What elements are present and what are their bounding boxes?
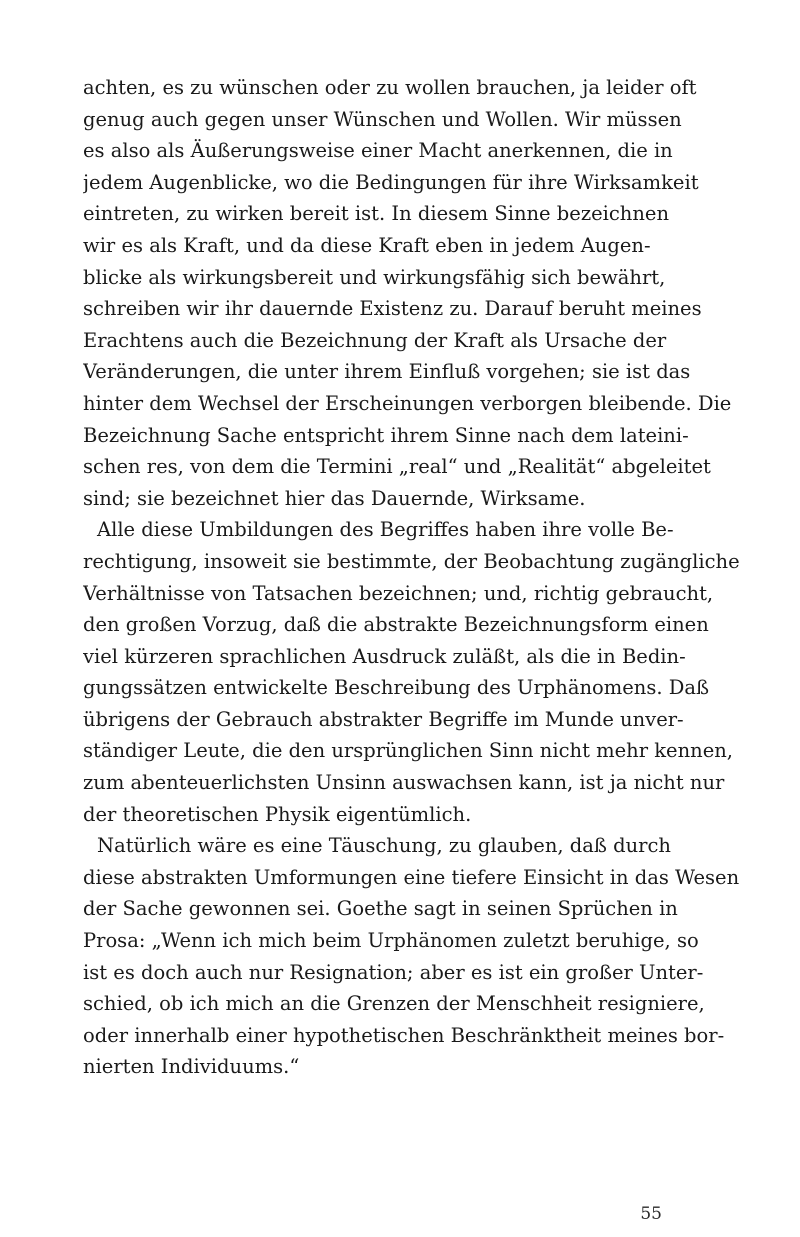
text-line: jedem Augenblicke, wo die Bedingungen für ihre Wirksamkeit [83, 170, 699, 194]
text-line: rechtigung, insoweit sie bestimmte, der Beobachtung zugängliche [83, 549, 740, 573]
text-line: wir es als Kraft, und da diese Kraft eben in jedem Augen- [83, 233, 651, 257]
text-line: es also als Äußerungsweise einer Macht anerkennen, die in [83, 139, 673, 163]
text-line: schen res, von dem die Termini „real“ und „Realität“ abgeleitet [83, 455, 711, 479]
text-line: schied, ob ich mich an die Grenzen der Menschheit resigniere, [83, 992, 705, 1016]
text-line: Prosa: „Wenn ich mich beim Urphänomen zuletzt beruhige, so [83, 929, 699, 953]
text-line: Erachtens auch die Bezeichnung der Kraft als Ursache der [83, 328, 667, 352]
text-line: sind; sie bezeichnet hier das Dauernde, Wirksame. [83, 486, 586, 510]
text-line: diese abstrakten Umformungen eine tiefere Einsicht in das Wesen [83, 865, 740, 889]
page-number: 55 [640, 1204, 662, 1224]
text-line: Verhältnisse von Tatsachen bezeichnen; und, richtig gebraucht, [83, 581, 714, 605]
text-line: Veränderungen, die unter ihrem Einfluß vorgehen; sie ist das [83, 360, 691, 384]
body-text [83, 72, 743, 1083]
text-line: der theoretischen Physik eigentümlich. [83, 802, 472, 826]
paragraph-start-line: Alle diese Umbildungen des Begriffes haben ihre volle Be- [97, 518, 674, 542]
text-line: den großen Vorzug, daß die abstrakte Bezeichnungsform einen [83, 613, 709, 637]
text-line: eintreten, zu wirken bereit ist. In diesem Sinne bezeichnen [83, 202, 670, 226]
text-line: schreiben wir ihr dauernde Existenz zu. Darauf beruht meines [83, 297, 702, 321]
text-line: oder innerhalb einer hypothetischen Beschränktheit meines bor- [83, 1023, 725, 1047]
text-line: ständiger Leute, die den ursprünglichen Sinn nicht mehr kennen, [83, 739, 733, 763]
text-line: blicke als wirkungsbereit und wirkungsfähig sich bewährt, [83, 265, 666, 289]
text-line: achten, es zu wünschen oder zu wollen brauchen, ja leider oft [83, 76, 697, 99]
text-line: Bezeichnung Sache entspricht ihrem Sinne nach dem lateini- [83, 423, 689, 447]
paragraph-start-line: Natürlich wäre es eine Täuschung, zu glauben, daß durch [97, 834, 671, 858]
text-line: viel kürzeren sprachlichen Ausdruck zuläßt, als die in Bedin- [83, 644, 686, 668]
text-line: übrigens der Gebrauch abstrakter Begriffe im Munde unver- [83, 707, 684, 731]
text-line: ist es doch auch nur Resignation; aber es ist ein großer Unter- [83, 960, 704, 984]
text-line: gungssätzen entwickelte Beschreibung des Urphänomens. Daß [83, 676, 710, 700]
text-line: der Sache gewonnen sei. Goethe sagt in seinen Sprüchen in [83, 897, 678, 921]
text-line: nierten Individuums.“ [83, 1055, 300, 1079]
text-line: zum abenteuerlichsten Unsinn auswachsen kann, ist ja nicht nur [83, 771, 725, 795]
text-line: hinter dem Wechsel der Erscheinungen verborgen bleibende. Die [83, 391, 732, 415]
text-line: genug auch gegen unser Wünschen und Wollen. Wir müssen [83, 107, 682, 131]
